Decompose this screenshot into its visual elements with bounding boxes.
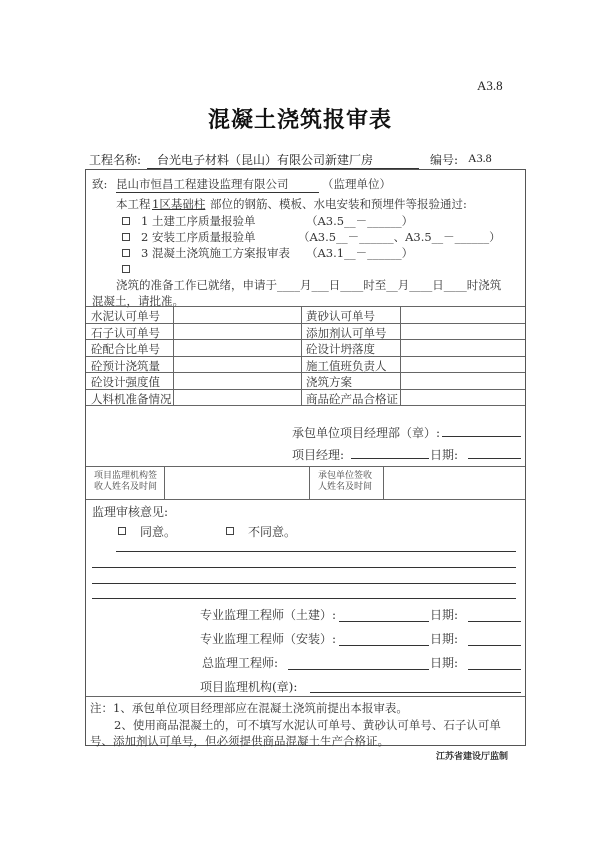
project-info-row bbox=[85, 151, 526, 167]
project-name-label: 工程名称: bbox=[89, 153, 142, 167]
supervisor-receipt-field[interactable] bbox=[170, 470, 304, 494]
certificate-label: 商品砼产品合格证 bbox=[306, 392, 398, 406]
contractor-dept-label: 承包单位项目经理部（章）: bbox=[292, 426, 441, 440]
checkbox-item-3[interactable] bbox=[122, 249, 130, 257]
divider bbox=[301, 306, 302, 405]
duty-lead-label: 施工值班负责人 bbox=[306, 359, 387, 373]
item-3-ref[interactable]: （A3.1__－______） bbox=[306, 246, 414, 260]
divider bbox=[173, 306, 174, 405]
note-1: 注：1、承包单位项目经理部应在混凝土浇筑前提出本报审表。 bbox=[90, 701, 408, 715]
install-date-field[interactable] bbox=[468, 645, 521, 646]
agree-checkbox[interactable] bbox=[118, 527, 126, 535]
apply-text-line2: 混凝土，请批准。 bbox=[92, 294, 184, 308]
supervision-unit-field[interactable]: 昆山市恒昌工程建设监理有限公司 bbox=[116, 176, 319, 193]
supervisor-receipt-label-line2: 收人姓名及时间 bbox=[94, 482, 158, 492]
disagree-checkbox[interactable] bbox=[226, 527, 234, 535]
apply-text-line1[interactable]: 浇筑的准备工作已就绪，申请于____月___日____时至__月____日____时浇筑 bbox=[116, 278, 502, 292]
item-3-label: 3 混凝土浇筑施工方案报审表 bbox=[141, 246, 290, 260]
civil-date-field[interactable] bbox=[468, 621, 521, 622]
project-name-field[interactable]: 台光电子材料（昆山）有限公司新建厂房 bbox=[147, 151, 419, 169]
form-number-value: A3.8 bbox=[468, 151, 492, 165]
supervision-unit-suffix: （监理单位） bbox=[322, 177, 391, 191]
cement-label: 水泥认可单号 bbox=[91, 309, 160, 323]
checkbox-item-1[interactable] bbox=[122, 217, 130, 225]
chief-date-field[interactable] bbox=[468, 669, 521, 670]
review-comment-line-2[interactable] bbox=[92, 567, 516, 568]
install-date-label: 日期: bbox=[430, 632, 459, 646]
volume-label: 砼预计浇筑量 bbox=[91, 359, 160, 373]
divider bbox=[86, 696, 525, 697]
issuer-footer: 江苏省建设厅监制 bbox=[435, 752, 508, 762]
review-comment-line-4[interactable] bbox=[92, 598, 516, 599]
contractor-dept-field[interactable] bbox=[442, 436, 521, 437]
review-title: 监理审核意见: bbox=[92, 505, 169, 519]
civil-engineer-field[interactable] bbox=[339, 621, 429, 622]
contractor-receipt-label-line1: 承包单位签收 bbox=[318, 471, 373, 481]
item-1-ref[interactable]: （A3.5__－______） bbox=[306, 214, 414, 228]
checkbox-item-4[interactable] bbox=[122, 265, 130, 273]
civil-engineer-label: 专业监理工程师（土建）: bbox=[200, 608, 337, 622]
supervisor-receipt-label-line1: 项目监理机构签 bbox=[94, 471, 158, 481]
note-2: 2、使用商品混凝土的，可不填写水泥认可单号、黄砂认可单号、石子认可单 bbox=[114, 718, 501, 732]
divider bbox=[86, 499, 525, 500]
civil-date-label: 日期: bbox=[430, 608, 459, 622]
slump-label: 砼设计坍落度 bbox=[306, 342, 375, 356]
chief-engineer-label: 总监理工程师: bbox=[202, 656, 279, 670]
item-2-ref[interactable]: （A3.5__－______、A3.5__－______） bbox=[298, 230, 501, 244]
divider bbox=[400, 306, 401, 405]
org-seal-field[interactable] bbox=[310, 692, 521, 693]
page-title: 混凝土浇筑报审表 bbox=[207, 108, 392, 133]
form-table bbox=[85, 169, 526, 746]
manager-date-label: 日期: bbox=[430, 448, 459, 462]
form-number-label: 编号: bbox=[430, 153, 459, 167]
agree-label: 同意。 bbox=[140, 525, 177, 539]
location-field[interactable]: 1区基础柱 bbox=[152, 197, 206, 211]
divider bbox=[86, 306, 525, 307]
intro-suffix: 部位的钢筋、模板、水电安装和预埋件等报验通过: bbox=[210, 197, 467, 211]
item-1-label: 1 土建工序质量报验单 bbox=[141, 214, 256, 228]
disagree-label: 不同意。 bbox=[248, 525, 297, 539]
readiness-label: 人料机准备情况 bbox=[91, 392, 172, 406]
chief-engineer-field[interactable] bbox=[288, 669, 429, 670]
contractor-receipt-field[interactable] bbox=[388, 470, 518, 494]
to-label: 致: bbox=[92, 177, 108, 191]
install-engineer-field[interactable] bbox=[339, 645, 429, 646]
divider bbox=[86, 466, 525, 467]
manager-date-field[interactable] bbox=[468, 458, 521, 459]
manager-label: 项目经理: bbox=[292, 448, 345, 462]
pour-plan-label: 浇筑方案 bbox=[306, 375, 352, 389]
divider bbox=[309, 466, 310, 499]
contractor-receipt-label-line2: 人姓名及时间 bbox=[318, 482, 373, 492]
strength-label: 砼设计强度值 bbox=[91, 375, 160, 389]
mix-ratio-label: 砼配合比单号 bbox=[91, 342, 160, 356]
note-2-cont: 号、添加剂认可单号，但必须提供商品混凝土生产合格证。 bbox=[90, 734, 389, 748]
chief-date-label: 日期: bbox=[430, 656, 459, 670]
checkbox-item-2[interactable] bbox=[122, 233, 130, 241]
stone-label: 石子认可单号 bbox=[91, 326, 160, 340]
form-code: A3.8 bbox=[477, 78, 503, 93]
item-2-label: 2 安装工序质量报验单 bbox=[141, 230, 256, 244]
intro-prefix: 本工程 bbox=[116, 197, 151, 211]
divider bbox=[383, 466, 384, 499]
org-seal-label: 项目监理机构(章): bbox=[200, 680, 298, 694]
install-engineer-label: 专业监理工程师（安装）: bbox=[200, 632, 337, 646]
review-comment-line-3[interactable] bbox=[92, 583, 516, 584]
contractor-receipt-label bbox=[318, 471, 372, 493]
supervisor-receipt-label bbox=[94, 471, 157, 493]
manager-signature-field[interactable] bbox=[351, 458, 429, 459]
admixture-label: 添加剂认可单号 bbox=[306, 326, 387, 340]
sand-label: 黄砂认可单号 bbox=[306, 309, 375, 323]
divider bbox=[164, 466, 165, 499]
review-comment-line-1[interactable] bbox=[116, 551, 516, 552]
